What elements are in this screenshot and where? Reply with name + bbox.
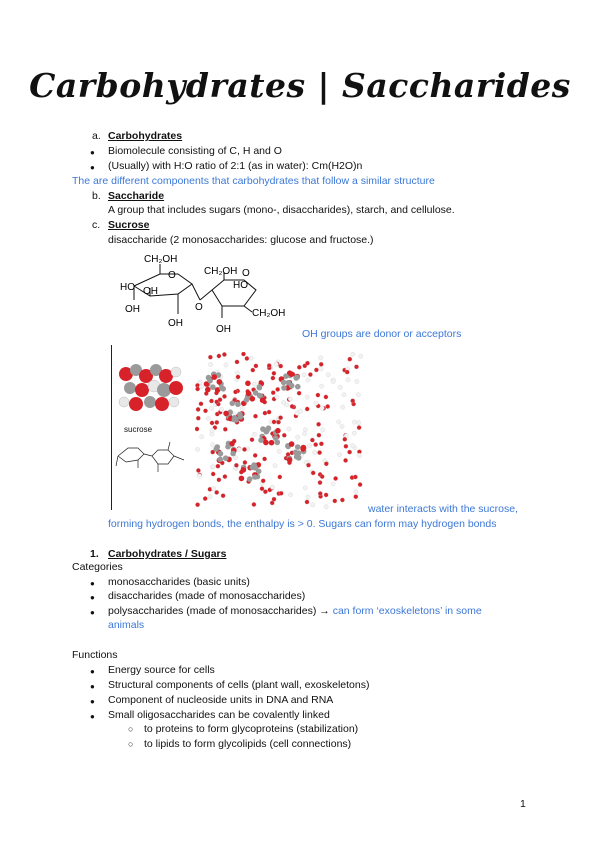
water-molecule (253, 453, 257, 457)
water-molecule (218, 398, 222, 402)
water-molecule (317, 450, 321, 454)
section-1-marker: 1. (90, 548, 99, 560)
water-molecule (351, 352, 355, 356)
sucrose-atom (295, 444, 301, 450)
water-molecule (210, 443, 214, 447)
sucrose-atom (217, 379, 223, 385)
water-molecule (337, 420, 341, 424)
water-molecule (305, 395, 309, 399)
water-molecule (197, 474, 201, 478)
water-molecule (357, 453, 361, 457)
water-molecule (306, 463, 310, 467)
water-molecule (206, 416, 210, 420)
water-molecule (235, 371, 239, 375)
water-molecule (223, 474, 227, 478)
water-molecule (324, 493, 328, 497)
water-molecule (263, 490, 267, 494)
water-molecule (240, 406, 244, 410)
water-molecule (357, 425, 361, 429)
water-molecule (276, 420, 280, 424)
water-note-2: forming hydrogen bonds, the enthalpy is > 0. Sugars can form may hydrogen bonds (108, 518, 497, 530)
sucrose-atom (264, 429, 270, 435)
sucrose-atom (281, 380, 287, 386)
water-molecule (196, 407, 200, 411)
function-item-4: ● Small oligosaccharides can be covalently linked (108, 709, 330, 722)
sucrose-atom (218, 451, 224, 457)
water-molecule (344, 444, 348, 448)
water-molecule (340, 424, 344, 428)
water-molecule (222, 352, 226, 356)
water-molecule (271, 376, 275, 380)
sucrose-atom (253, 390, 259, 396)
water-molecule (297, 391, 301, 395)
section-b-marker: b. (92, 190, 101, 202)
water-molecule (290, 404, 294, 408)
water-molecule (296, 435, 300, 439)
sucrose-atom (281, 385, 287, 391)
water-molecule (355, 379, 359, 383)
water-molecule (203, 496, 207, 500)
category-item-3-text: polysaccharides (made of monosaccharides) → (108, 605, 330, 617)
function-subitem-1: ○ to proteins to form glycoproteins (stabilization) (144, 723, 358, 736)
water-molecule (343, 437, 347, 441)
water-molecule (319, 442, 323, 446)
water-molecule (260, 487, 264, 491)
label-oh-4: OH (216, 324, 231, 335)
water-molecule (298, 409, 302, 413)
water-molecule (254, 364, 258, 368)
sucrose-atom (295, 384, 301, 390)
water-molecule (319, 356, 323, 360)
water-molecule (262, 457, 266, 461)
function-item-3: ● Component of nucleoside units in DNA and RNA (108, 694, 333, 707)
water-molecule (195, 447, 199, 451)
sucrose-atom (293, 375, 299, 381)
sucrose-atom (230, 451, 236, 457)
label-oh-2: OH (125, 304, 140, 315)
water-molecule (318, 491, 322, 495)
water-molecule (263, 411, 267, 415)
water-molecule (219, 407, 223, 411)
water-molecule (311, 503, 315, 507)
section-c-heading: Sucrose (108, 219, 150, 231)
water-molecule (326, 404, 330, 408)
water-molecule (340, 498, 344, 502)
water-molecule (252, 382, 256, 386)
water-molecule (252, 432, 256, 436)
water-note-1: water interacts with the sucrose, (368, 503, 518, 515)
category-item-3-note: can form ‘exoskeletons’ in some (332, 605, 482, 617)
page-title: Carbohydrates | Saccharides (29, 66, 571, 105)
sucrose-atom (225, 444, 231, 450)
water-molecule (196, 416, 200, 420)
sucrose-atom (258, 437, 264, 443)
water-molecule (318, 480, 322, 484)
sucrose-atom (237, 412, 243, 418)
water-molecule (233, 390, 237, 394)
water-molecule (333, 476, 337, 480)
water-molecule (272, 371, 276, 375)
section-a-bullet-1: ● Biomolecule consisting of C, H and O (108, 145, 282, 158)
water-molecule (306, 378, 310, 382)
water-molecule (208, 494, 212, 498)
water-molecule (261, 479, 265, 483)
water-molecule (297, 365, 301, 369)
section-1-heading: Carbohydrates / Sugars (108, 548, 227, 560)
water-molecule (305, 407, 309, 411)
water-molecule (195, 503, 199, 507)
water-molecule (211, 486, 215, 490)
water-molecule (306, 495, 310, 499)
water-molecule (359, 354, 363, 358)
water-molecule (303, 428, 307, 432)
water-molecule (348, 357, 352, 361)
oh-groups-note: OH groups are donor or acceptors (302, 328, 462, 340)
water-molecule (210, 406, 214, 410)
water-molecule (354, 495, 358, 499)
label-o-1: O (168, 270, 176, 281)
sucrose-atom (300, 446, 306, 452)
water-molecule (326, 373, 330, 377)
section-c-text: disaccharide (2 monosaccharides: glucose and fructose.) (108, 234, 374, 246)
water-molecule (279, 364, 283, 368)
sucrose-atom (219, 385, 225, 391)
water-molecule (314, 368, 318, 372)
sucrose-atom (269, 440, 275, 446)
sucrose-atom (289, 383, 295, 389)
water-molecule (267, 410, 271, 414)
label-oh-1: OH (143, 286, 158, 297)
sucrose-atom (246, 391, 252, 397)
water-molecule (287, 427, 291, 431)
water-molecule (351, 399, 355, 403)
water-molecule (281, 400, 285, 404)
water-molecule (288, 397, 292, 401)
page-number: 1 (520, 798, 526, 810)
sucrose-atom (253, 465, 259, 471)
water-molecule (305, 361, 309, 365)
sucrose-atom (223, 411, 229, 417)
water-molecule (343, 458, 347, 462)
water-molecule (249, 356, 253, 360)
water-molecule (303, 486, 307, 490)
water-molecule (302, 432, 306, 436)
water-molecule (272, 497, 276, 501)
water-molecule (356, 393, 360, 397)
water-molecule (302, 373, 306, 377)
water-molecule (195, 427, 199, 431)
water-molecule (347, 450, 351, 454)
water-molecule (350, 444, 354, 448)
water-molecule (221, 494, 225, 498)
water-molecule (312, 450, 316, 454)
section-a-bullet-2: ● (Usually) with H:O ratio of 2:1 (as in water): Cm(H2O)n (108, 160, 362, 173)
water-molecule (331, 482, 335, 486)
water-molecule (278, 475, 282, 479)
water-molecule (223, 427, 227, 431)
sucrose-atom (232, 417, 238, 423)
function-item-1: ● Energy source for cells (108, 664, 215, 677)
sucrose-atom (205, 387, 211, 393)
water-molecule (320, 384, 324, 388)
label-oh-3: OH (168, 318, 183, 329)
water-molecule (305, 500, 309, 504)
water-molecule (337, 453, 341, 457)
water-molecule (333, 499, 337, 503)
sucrose-structure-diagram (120, 248, 300, 340)
water-molecule (279, 491, 283, 495)
water-molecule (288, 493, 292, 497)
water-molecule (346, 378, 350, 382)
water-molecule (331, 379, 335, 383)
sucrose-atom (210, 384, 216, 390)
label-o-2: O (195, 302, 203, 313)
function-item-2: ● Structural components of cells (plant wall, exoskeletons) (108, 679, 369, 692)
water-molecule (209, 399, 213, 403)
water-molecule (276, 387, 280, 391)
water-molecule (319, 367, 323, 371)
sucrose-atom (257, 384, 263, 390)
water-molecule (352, 420, 356, 424)
sucrose-atom (207, 378, 213, 384)
water-molecule (251, 368, 255, 372)
section-a-note: The are different components that carbohydrates that follow a similar structure (72, 175, 435, 187)
water-molecule (216, 464, 220, 468)
water-molecule (245, 356, 249, 360)
water-molecule (274, 362, 278, 366)
water-molecule (345, 370, 349, 374)
water-molecule (210, 421, 214, 425)
category-item-2: ● disaccharides (made of monosaccharides) (108, 590, 305, 603)
sucrose-atom (245, 381, 251, 387)
function-subitem-2: ○ to lipids to form glycolipids (cell connections) (144, 738, 351, 751)
water-molecule (277, 449, 281, 453)
sucrose-atom (273, 435, 279, 441)
sucrose-atom (235, 402, 241, 408)
sucrose-atom (289, 371, 295, 377)
sucrose-atom (289, 441, 295, 447)
sucrose-atom (296, 455, 302, 461)
water-molecule (353, 475, 357, 479)
water-molecule (319, 362, 323, 366)
sucrose-atom (241, 467, 247, 473)
section-b-heading: Saccharide (108, 190, 165, 202)
water-molecule (352, 431, 356, 435)
category-item-3 (108, 605, 482, 618)
section-a-heading: Carbohydrates (108, 130, 183, 142)
water-molecule (324, 462, 328, 466)
sucrose-atom (287, 457, 293, 463)
water-molecule (314, 401, 318, 405)
category-item-1: ● monosaccharides (basic units) (108, 576, 250, 589)
label-ch2oh-1: CH₂OH (144, 254, 178, 265)
categories-label: Categories (72, 561, 123, 573)
sucrose-atom (296, 450, 302, 456)
water-sucrose-simulation (195, 352, 363, 510)
water-molecule (320, 474, 324, 478)
water-molecule (310, 438, 314, 442)
water-molecule (200, 435, 204, 439)
water-molecule (242, 447, 246, 451)
water-molecule (358, 482, 362, 486)
water-molecule (321, 428, 325, 432)
water-molecule (252, 502, 256, 506)
water-molecule (243, 460, 247, 464)
sucrose-atom (239, 476, 245, 482)
water-molecule (270, 485, 274, 489)
water-molecule (211, 472, 215, 476)
water-molecule (208, 355, 212, 359)
water-molecule (208, 362, 212, 366)
water-molecule (241, 352, 245, 356)
label-o-3: O (242, 268, 250, 279)
water-molecule (342, 393, 346, 397)
water-molecule (311, 471, 315, 475)
water-molecule (317, 433, 321, 437)
water-molecule (271, 391, 275, 395)
functions-label: Functions (72, 649, 118, 661)
section-c-marker: c. (92, 219, 101, 231)
water-molecule (215, 420, 219, 424)
label-ho-2: HO (233, 280, 248, 291)
sucrose-atom (260, 397, 266, 403)
sucrose-atom (217, 457, 223, 463)
water-molecule (196, 468, 200, 472)
water-molecule (199, 402, 203, 406)
sucrose-atom (223, 455, 229, 461)
water-molecule (253, 414, 257, 418)
water-molecule (308, 372, 312, 376)
water-molecule (320, 406, 324, 410)
sucrose-atom (247, 476, 253, 482)
water-molecule (275, 395, 279, 399)
sucrose-mini-structure (112, 436, 192, 476)
sucrose-space-filling-model (112, 358, 192, 420)
section-b-text: A group that includes sugars (mono-, disaccharides), starch, and cellulose. (108, 204, 455, 216)
water-molecule (250, 438, 254, 442)
water-molecule (217, 478, 221, 482)
sucrose-atom (275, 428, 281, 434)
water-molecule (307, 443, 311, 447)
water-molecule (210, 428, 214, 432)
water-molecule (316, 393, 320, 397)
water-molecule (354, 365, 358, 369)
section-a-marker: a. (92, 130, 101, 142)
sucrose-atom (230, 401, 236, 407)
water-molecule (215, 490, 219, 494)
water-molecule (314, 442, 318, 446)
sucrose-atom (263, 440, 269, 446)
water-molecule (354, 489, 358, 493)
category-item-3-note-cont: animals (108, 619, 145, 631)
label-ch2oh-2: CH₂OH (204, 266, 238, 277)
water-molecule (217, 354, 221, 358)
water-molecule (222, 394, 226, 398)
water-molecule (211, 465, 215, 469)
water-molecule (234, 463, 238, 467)
water-molecule (199, 385, 203, 389)
sucrose-atom (252, 474, 258, 480)
water-molecule (235, 360, 239, 364)
water-molecule (278, 416, 282, 420)
water-molecule (338, 385, 342, 389)
water-molecule (316, 422, 320, 426)
label-ch2oh-3: CH₂OH (252, 308, 286, 319)
water-molecule (324, 505, 328, 509)
water-molecule (356, 420, 360, 424)
water-molecule (273, 464, 277, 468)
water-molecule (236, 375, 240, 379)
water-molecule (203, 409, 207, 413)
sucrose-label: sucrose (124, 425, 153, 434)
water-molecule (341, 405, 345, 409)
sucrose-atom (213, 446, 219, 452)
water-molecule (282, 433, 286, 437)
label-ho-1: HO (120, 282, 135, 293)
water-molecule (224, 363, 228, 367)
water-molecule (267, 363, 271, 367)
water-molecule (324, 395, 328, 399)
water-molecule (272, 420, 276, 424)
water-molecule (237, 447, 241, 451)
